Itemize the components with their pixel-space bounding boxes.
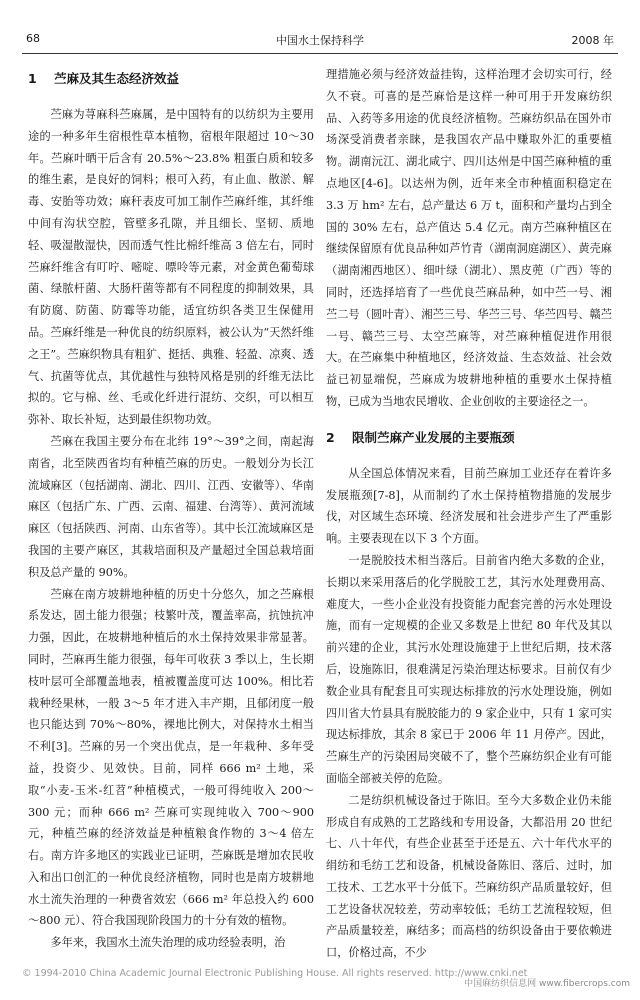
page-header <box>22 28 618 54</box>
watermark-text: 中国麻纺织信息网 www.fibercrops.com <box>464 979 630 989</box>
journal-title: 中国水土保持科学 <box>276 34 364 47</box>
section-2-paragraph-2: 一是脱胶技术相当落后。目前省内绝大多数的企业，长期以来采用落后的化学脱胶工艺，其污水处理费用高、难度大，一些小企业没有投资能力配套完善的污水处理设施，而有一定规模的企业又多数是上世纪 80 年代及其以前兴建的企业，其污水处理设施建于上世纪后期，技术落后，设施陈旧，很难满足污染治理达标要求。目前仅有少数企业具有配套且可实现达标排放的污水处理设施，例如四川省大竹县具有脱胶能力的 9 家企业中，只有 1 家可实现达标排放，其余 8 家已于 2006 年 11 月停产。因此，苎麻生产的污染困局突破不了，整个苎麻纺织企业有可能面临全部被关停的危险。 <box>326 553 612 785</box>
section-2-number: 2 <box>326 429 335 445</box>
section-1-paragraph-3: 苎麻在南方坡耕地种植的历史十分悠久，加之苎麻根系发达，固土能力很强；枝繁叶茂，覆盖率高，抗蚀抗冲力强，因此，在坡耕地种植后的水土保持效果非常显著。同时，苎麻再生能力很强，每年可收获 3 季以上，生长期枝叶层可全部覆盖地表，植被覆盖度可达 100%。相比若栽种经果林，一般 3～5 年才进入丰产期，且郁闭度一般也只能达到 70%～80%，裸地比例大，对保持水土相当不利[3]。苎麻的另一个突出优点，是一年栽种、多年受益，投资少、见效快。目前，同样 666 m² 土地，采取“小麦-玉米-红苕”种植模式，一般可得纯收入 200～300 元；而种 666 m² 苎麻可实现纯收入 700～900 元，种植苎麻的经济效益是种植粮食作物的 3～4 倍左右。南方许多地区的实践业已证明，苎麻既是增加农民收入和出口创汇的一种优良经济植物，同时也是南方坡耕地水土流失治理的一种费省效宏（666 m² 年总投入约 600～800 元）、符合我国现阶段国力的十分有效的植物。 <box>28 587 314 928</box>
page-footer <box>22 968 630 990</box>
section-2-paragraph-3: 二是纺织机械设备过于陈旧。至今大多数企业仍未能形成自有成熟的工艺路线和专用设备，大都沿用 20 世纪七、八十年代，有些企业甚至于还是五、六十年代水平的绢纺和毛纺工艺和设备，机械设备陈旧、落后、过时，加工技术、工艺水平十分低下。苎麻纺织产品质量较好，但工艺设备状况较差，劳动率较低；毛纺工艺流程较短，但产品质量较差，麻结多；而高档的纺织设备由于要依赖进口，价格过高，不少 <box>326 793 612 960</box>
section-1-paragraph-2: 苎麻在我国主要分布在北纬 19°～39°之间，南起海南省，北至陕西省均有种植苎麻的历史。一般划分为长江流域麻区（包括湖南、湖北、四川、江西、安徽等）、华南麻区（包括广东、广西、云南、福建、台湾等）、黄河流域麻区（包括陕西、河南、山东省等）。其中长江流域麻区是我国的主要产麻区，其栽培面积及产量超过全国总栽培面积及总产量的 90%。 <box>28 434 314 579</box>
section-2-paragraph-1: 从全国总体情况来看，目前苎麻加工业还存在着许多发展瓶颈[7-8]，从而制约了水土保持植物措施的发展步伐，对区域生态环境、经济发展和社会进步产生了严重影响。主要表现在以下 3 个方面。 <box>326 466 612 546</box>
publication-year: 2008 年 <box>571 34 614 47</box>
section-1-title: 苎麻及其生态经济效益 <box>54 71 180 86</box>
left-column <box>28 64 314 964</box>
section-1-number: 1 <box>28 71 37 86</box>
section-1-heading <box>28 68 314 90</box>
section-2-title: 限制苎麻产业发展的主要瓶颈 <box>352 429 515 445</box>
right-column <box>326 64 612 964</box>
section-1-paragraph-1: 苎麻为荨麻科苎麻属，是中国特有的以纺织为主要用途的一种多年生宿根性草本植物，宿根年限超过 10～30 年。苎麻叶晒干后含有 20.5%～23.8% 粗蛋白质和较多的维生素，是良好的饲料；根可入药，有止血、散淤、解毒、安胎等功效；麻秆表皮可加工制作苎麻纤维，其纤维中间有沟状空腔，管壁多孔隙，并且细长、坚韧、质地轻、吸湿散湿快，因而透气性比棉纤维高 3 倍左右，同时苎麻纤维含有叮咛、嘧啶、嘌呤等元素，对金黄色葡萄球菌、绿脓杆菌、大肠杆菌等都有不同程度的抑制效果，具有防腐、防菌、防霉等功能，适宜纺织各类卫生保健用品。苎麻纤维是一种优良的纺织原料，被公认为“天然纤维之王”。苎麻织物具有粗犷、挺括、典雅、轻盈、凉爽、透气、抗菌等优点，其优越性与独特风格是别的纤维无法比拟的。它与棉、丝、毛或化纤进行混纺、交织，可以相互弥补、取长补短，达到最佳织物功效。 <box>28 108 314 427</box>
continued-paragraph: 理措施必须与经济效益挂钩，这样治理才会切实可行，经久不衰。可喜的是苎麻恰是这样一种可用于开发麻纺织品、入药等多用途的优良经济植物。苎麻纺织品在国外市场深受消费者亲睐，是我国农产品中赚取外汇的重要植物。湖南沅江、湖北咸宁、四川达州是中国苎麻种植的重点地区[4-6]。以达州为例，近年来全市种植面积稳定在 3.3 万 hm² 左右，总产量达 6 万 t，面积和产量均占到全国的 30% 左右，总产值达 5.4 亿元。南方苎麻种植区在继续保留原有优良品种如芦竹青（湖南洞庭湖区）、黄壳麻（湖南湘西地区）、细叶绿（湖北）、黑皮蔸（广西）等的同时，还选择培育了一些优良苎麻品种，如中苎一号、湘苎二号（圆叶青）、湘苎三号、华苎三号、华苎四号、赣苎一号、赣苎三号、太空苎麻等，对苎麻种植促进作用很大。在苎麻集中种植地区，经济效益、生态效益、社会效益已初显端倪，苎麻成为坡耕地种植的重要水土保持植物，已成为当地农民增收、企业创收的主要途径之一。 <box>326 68 612 408</box>
page-number: 68 <box>26 32 40 45</box>
section-1-paragraph-4: 多年来，我国水土流失治理的成功经验表明，治 <box>50 936 286 950</box>
section-2-heading <box>326 427 612 449</box>
copyright-notice: © 1994-2010 China Academic Journal Electronic Publishing House. All rights reserved. http://www.cnki.net <box>22 968 528 979</box>
